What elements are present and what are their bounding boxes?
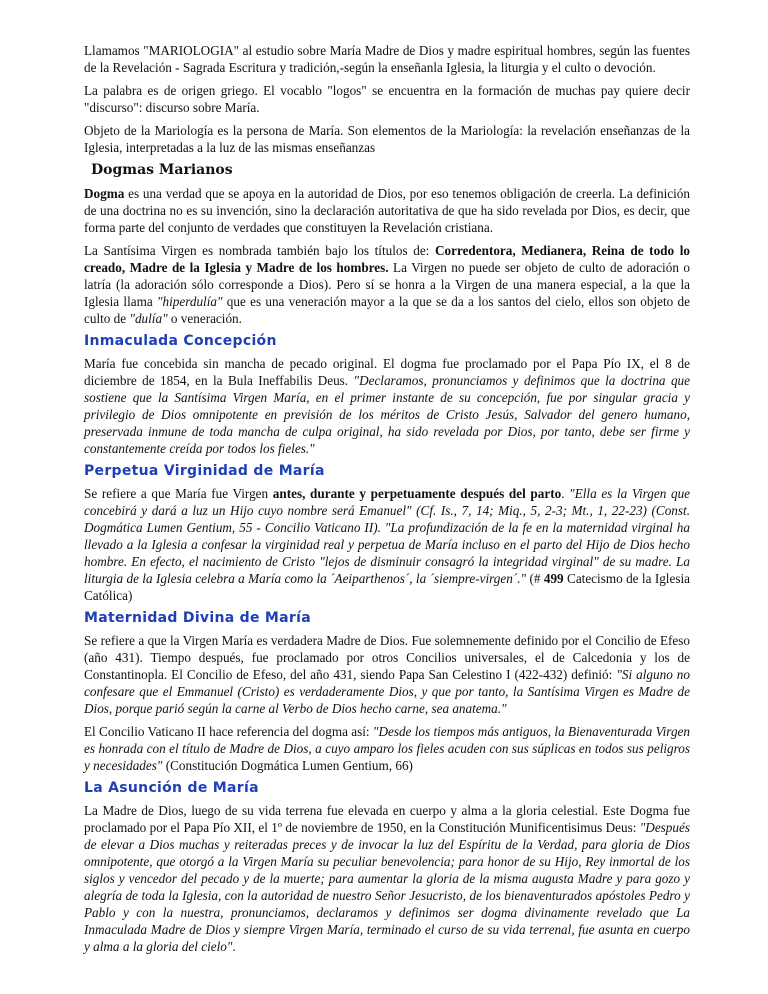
inmaculada-paragraph — [84, 355, 690, 457]
intro-paragraph-2 — [84, 82, 690, 116]
perpetua-quote: "Ella es la Virgen que concebirá y dará a luz un Hijo cuyo nombre será Emanuel" (Cf. Is., 7, 14; Miq., 5, 2-3; Mt., 1, 22-23) (Const. Dogmática Lumen Gentium, 55 - Concilio Vaticano II). "La profundización de la fe en la maternidad virginal ha llevado a la Iglesia a confesar la virginidad real y perpetua de María incluso en el parto del Hijo de Dios hecho hombre. En efecto, el nacimiento de Cristo "lejos de disminuir consagró la integridad virginal" de su madre. La liturgia de la Iglesia celebra a María como la ´Aeiparthenos´, la ´siempre-virgen´." — [84, 486, 691, 586]
intro-text-3: Objeto de la Mariología es la persona de María. Son elementos de la Mariología: la revelación enseñanzas de la Iglesia, interpretadas a la luz de las mismas enseñanzas — [84, 123, 690, 155]
titles-text-d: o veneración. — [167, 311, 242, 326]
perpetua-ref-number: 499 — [543, 571, 564, 586]
intro-paragraph-3 — [84, 122, 690, 156]
dulia-term: "dulía" — [129, 311, 168, 326]
titles-text-b: La Virgen no puede ser objeto de culto de adoración o latría (la adoración sólo corresponde a Dios). Pero sí se honra a la Virgen de una manera especial, a la que la Iglesia llama — [84, 260, 690, 309]
dogmas-heading: Dogmas Marianos — [91, 162, 233, 178]
maternidad-text-2: El Concilio Vaticano II hace referencia del dogma así: — [84, 724, 373, 739]
intro-paragraph-1 — [84, 42, 690, 76]
dogma-definition-text: es una verdad que se apoya en la autoridad de Dios, por eso tenemos obligación de creerla. La definición de una doctrina no es su invención, sino la declaración autoritativa de que ha sido revelada por Dios, es decir, que forma parte del conjunto de verdades que constituyen la Revelación cristiana. — [84, 186, 690, 235]
perpetua-heading: Perpetua Virginidad de María — [84, 463, 325, 479]
asuncion-text: La Madre de Dios, luego de su vida terrena fue elevada en cuerpo y alma a la gloria celestial. Este Dogma fue proclamado por el Papa Pío XII, el 1º de noviembre de 1950, en la Constitución Munificentisimus Deus: — [84, 803, 690, 835]
intro-text-2: La palabra es de origen griego. El vocablo "logos" se encuentra en la formación de muchas pay quiere decir "discurso": discurso sobre María. — [84, 83, 690, 115]
maternidad-ref: (Constitución Dogmática Lumen Gentium, 66) — [162, 758, 413, 773]
hiperdulia-term: "hiperdulía" — [156, 294, 223, 309]
maternidad-text: Se refiere a que la Virgen María es verdadera Madre de Dios. Fue solemnemente definido por el Concilio de Efeso (año 431). Tiempo después, fue proclamado por otros Concilios universales, el de Calcedonia y los de Constantinopla. El Concilio de Efeso, del año 431, siendo Papa San Celestino I (422-432) definió: — [84, 633, 690, 682]
asuncion-end: . — [232, 939, 236, 954]
perpetua-ref-b: Catecismo de la Iglesia Católica) — [84, 571, 690, 603]
titles-list: Corredentora, Medianera, Reina de todo lo creado, Madre de la Iglesia y Madre de los hombres. — [84, 243, 690, 275]
dogma-definition-paragraph — [84, 185, 690, 236]
asuncion-paragraph — [84, 802, 690, 955]
maternidad-quote-2: "Desde los tiempos más antiguos, la Bienaventurada Virgen es honrada con el título de Madre de Dios, a cuyo amparo los fieles acuden con sus súplicas en todos sus peligros y necesidades" — [84, 724, 690, 773]
maternidad-quote: "Si alguno no confesare que el Emmanuel (Cristo) es verdaderamente Dios, y que por tanto, la Santísima Virgen es Madre de Dios, porque parió según la carne al Verbo de Dios hecho carne, sea anatema." — [84, 667, 690, 716]
asuncion-heading: La Asunción de María — [84, 780, 259, 796]
titles-text-c: que es una veneración mayor a la que se da a los santos del cielo, ellos son objeto de culto de — [84, 294, 690, 326]
inmaculada-quote: "Declaramos, pronunciamos y definimos que la doctrina que sostiene que la Santísima Virgen María, en el primer instante de su concepción, fue por singular gracia y privilegio de Dios omnipotente en previsión de los méritos de Cristo Jesús, Salvador del genero humano, preservada inmune de toda mancha de culpa original, ha sido revelada por Dios, por tanto, debe ser firme y constantemente creída por todos los fieles." — [84, 373, 690, 456]
perpetua-dot: . — [561, 486, 570, 501]
inmaculada-text: María fue concebida sin mancha de pecado original. El dogma fue proclamado por el Papa Pío IX, el 8 de diciembre de 1854, en la Bula Ineffabilis Deus. — [84, 356, 690, 388]
asuncion-quote: "Después de elevar a Dios muchas y reiteradas preces y de invocar la luz del Espíritu de la Verdad, para gloria de Dios omnipotente, que otorgó a la Virgen María su peculiar benevolencia; para honor de su Hijo, Rey inmortal de los siglos y vencedor del pecado y de la muerte; para aumentar la gloria de la misma augusta Madre y para gozo y alegría de toda la Iglesia, con la autoridad de nuestro Señor Jesucristo, de los bienaventurados apóstoles Pedro y Pablo y con la nuestra, pronunciamos, declaramos y definimos ser dogma divinamente revelado que La Inmaculada Madre de Dios y siempre Virgen María, terminado el curso de su vida terrenal, fue asunta en cuerpo y alma a la gloria del cielo" — [84, 820, 690, 954]
titles-intro: La Santísima Virgen es nombrada también bajo los títulos de: — [84, 243, 435, 258]
perpetua-text: Se refiere a que María fue Virgen — [84, 486, 273, 501]
inmaculada-heading: Inmaculada Concepción — [84, 333, 277, 349]
dogma-term: Dogma — [84, 186, 125, 201]
maternidad-paragraph-2 — [84, 723, 690, 774]
perpetua-bold: antes, durante y perpetuamente después del parto — [272, 486, 562, 501]
maternidad-heading: Maternidad Divina de María — [84, 610, 311, 626]
intro-text-1: Llamamos "MARIOLOGIA" al estudio sobre María Madre de Dios y madre espiritual hombres, según las fuentes de la Revelación - Sagrada Escritura y tradición,-según la enseñanla Iglesia, la liturgia y el culto o devoción. — [84, 43, 690, 75]
perpetua-ref-a: (# — [526, 571, 544, 586]
perpetua-paragraph — [84, 485, 690, 604]
maternidad-paragraph — [84, 632, 690, 717]
virgin-titles-paragraph — [84, 242, 690, 327]
